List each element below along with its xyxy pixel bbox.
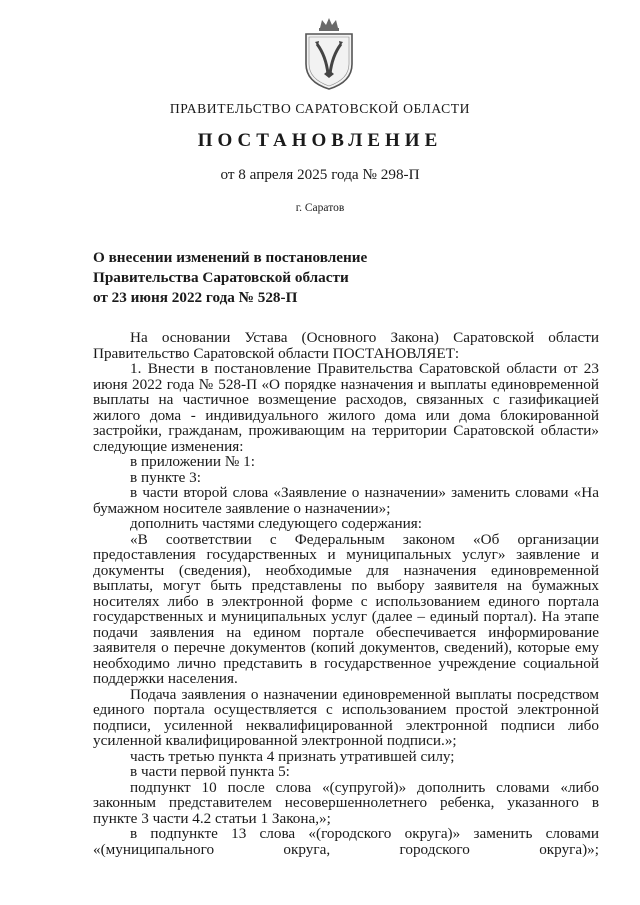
title-line: О внесении изменений в постановление	[93, 249, 368, 266]
body-paragraph: На основании Устава (Основного Закона) Саратовской области Правительство Саратовской области ПОСТАНОВЛЯЕТ:	[93, 329, 599, 362]
body-paragraph: в части второй слова «Заявление о назначении» заменить словами «На бумажном носителе заявление о назначении»;	[93, 484, 599, 517]
document-city: г. Саратов	[295, 202, 345, 214]
title-line: Правительства Саратовской области	[93, 269, 349, 286]
body-paragraph: дополнить частями следующего содержания:	[130, 515, 422, 532]
body-paragraph: в приложении № 1:	[130, 453, 255, 470]
saratov-coat-of-arms-emblem	[300, 16, 358, 92]
body-paragraph: в пункте 3:	[130, 468, 201, 486]
title-line: от 23 июня 2022 года № 528-П	[93, 289, 298, 306]
body-paragraph: Подача заявления о назначении единовременной выплаты посредством единого портала осуществляется с использованием простой электронной подписи, усиленной неквалифицированной электронной подписи либо усиленной квалифицированной электронной подписи.»;	[93, 685, 599, 749]
document-title	[93, 248, 393, 308]
body-paragraph: в подпункте 13 слова «(городского округа)» заменить словами «(муниципального округа, городского округа)»;	[93, 825, 599, 858]
body-paragraph: 1. Внести в постановление Правительства Саратовской области от 23 июня 2022 года № 528-П «О порядке назначения и выплаты единовременной выплаты на частичное возмещение расходов, связанных с газификацией жилого дома - индивидуального жилого дома или дома блокированной застройки, гражданам, проживающим на территории Саратовской области» следующие изменения:	[93, 360, 599, 455]
body-paragraph: подпункт 10 после слова «(супругой)» дополнить словами «либо законным представителем несовершеннолетнего ребенка, указанного в пункте 3 части 4.2 статьи 1 Закона,»;	[93, 778, 599, 827]
document-type: ПОСТАНОВЛЕНИЕ	[197, 130, 443, 151]
document-body	[93, 330, 599, 857]
body-paragraph: «В соответствии с Федеральным законом «Об организации предоставления государственных и муниципальных услуг» заявление и документы (сведения), необходимые для назначения единовременной выплаты, могут быть представлены по выбору заявителя на бумажных носителях либо в электронной форме с использованием единого портала государственных и муниципальных услуг (далее – единый портал). На этапе подачи заявления на едином портале обеспечивается информирование заявителя о перечне документов (копий документов, сведений), которые ему необходимо лично представить в государственное учреждение социальной поддержки населения.	[93, 530, 599, 687]
organization-name: ПРАВИТЕЛЬСТВО САРАТОВСКОЙ ОБЛАСТИ	[169, 101, 471, 116]
body-paragraph: часть третью пункта 4 признать утратившей силу;	[130, 747, 455, 765]
body-paragraph: в части первой пункта 5:	[130, 763, 290, 780]
document-date-number: от 8 апреля 2025 года № 298-П	[220, 166, 420, 183]
